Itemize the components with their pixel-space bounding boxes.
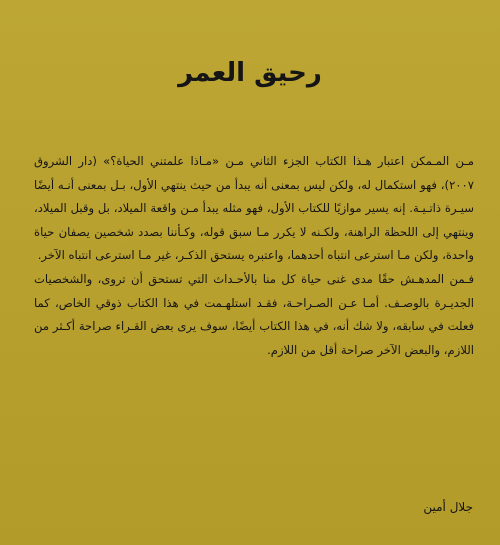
book-title: رحيق العمر bbox=[178, 58, 322, 88]
blurb-paragraph-2: فـمن المدهـش حقًا مدى غنى حياة كل منا بالأحـداث التي تستحق أن تروى، والشخصيات الجديـرة بالوصـف. أمـا عـن الصـراحـة، فقـد استلهـمت في هذا الكتاب ذوقي الخاص، كما فعلت في سابقه، ولا شك أنه، في هذا الكتاب أيضًا، سوف يرى بعض القـراء صراحة أكـثر من اللازم، والبعض الآخر صراحة أقل من اللازم. bbox=[34, 271, 474, 357]
blurb-paragraph-1: مـن المـمكن اعتبار هـذا الكتاب الجزء الثاني مـن «مـاذا علمتني الحياة؟» (دار الشروق ٢٠٠٧)، فهو استكمال له، ولكن ليس بمعنى أنه يبدأ من حيث ينتهي الأول، بـل بمعنى أنـه أيضًا سيـرة ذاتـيـة. إنه يسير موازيًا للكتاب الأول، فهو مثله يبدأ مـن واقعة الميلاد، بل وقبل الميلاد، وينتهي إلى اللحظة الراهنة، ولكـنه لا يكرر مـا سبق قوله، وكـأننا بصدد شخصين يصفان حياة واحدة، ولكن مـا استرعى انتباه أحدهما، واعتبره يستحق الذكـر، غير مـا استرعى انتباه الآخر. bbox=[34, 154, 474, 263]
blurb-text bbox=[34, 150, 474, 362]
author-signature: جلال أمين bbox=[423, 500, 473, 514]
